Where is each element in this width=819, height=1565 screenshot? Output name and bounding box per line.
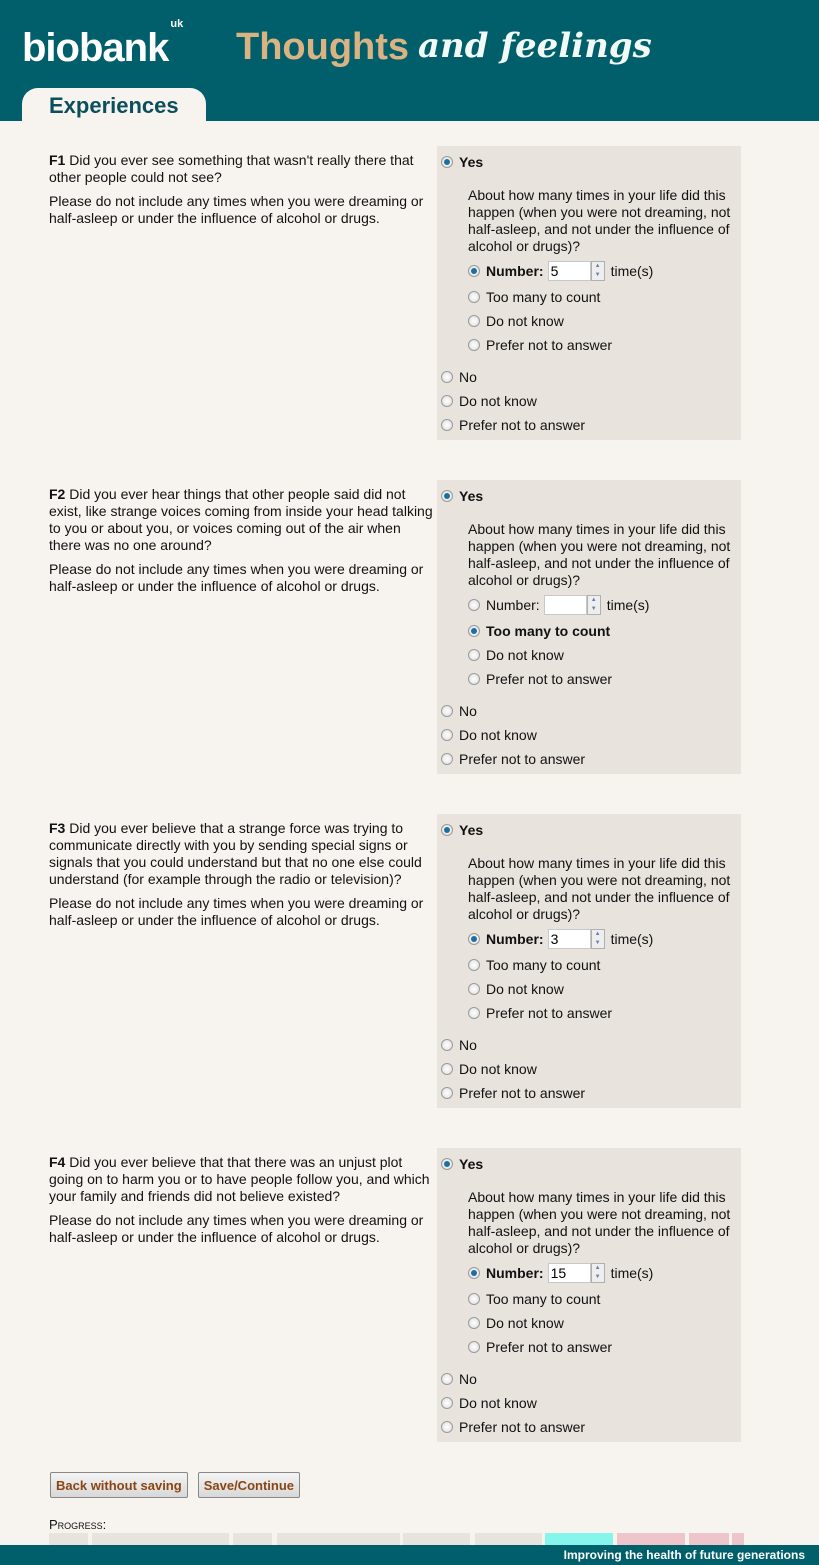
option-label: Do not know [459, 1061, 537, 1077]
option-prefer-not[interactable] [441, 1418, 585, 1436]
progress-label: Progress: [49, 1517, 107, 1532]
radio-button[interactable] [468, 959, 480, 971]
radio-button[interactable] [441, 490, 453, 502]
spin-up-icon[interactable]: ▲ [594, 1265, 601, 1271]
option-do-not-know[interactable] [441, 392, 537, 410]
option-number[interactable] [468, 596, 649, 614]
option-no[interactable] [441, 1370, 477, 1388]
radio-button[interactable] [468, 1293, 480, 1305]
option-no[interactable] [441, 1036, 477, 1054]
option-label: Do not know [486, 1315, 564, 1331]
radio-button[interactable] [468, 599, 480, 611]
progress-segment-done [233, 1533, 272, 1545]
question-body: Did you ever believe that a strange force was trying to communicate directly with you by sending special signs or signals that you could understand but that no one else could understand (for example through the radio or television)? [49, 820, 422, 887]
question-body: Did you ever hear things that other people said did not exist, like strange voices coming from inside your head talking to you or about you, or voices coming out of the air when there was no one around? [49, 486, 433, 553]
radio-button[interactable] [468, 1341, 480, 1353]
option-label: Yes [459, 154, 484, 170]
sub-question: About how many times in your life did this happen (when you were not dreaming, not half-asleep, and not under the influence of alcohol or drugs)? [468, 187, 731, 254]
question-number: F2 [49, 486, 66, 502]
option-label: Yes [459, 488, 484, 504]
number-stepper[interactable] [548, 261, 605, 281]
progress-segment-done [92, 1533, 229, 1545]
option-no[interactable] [441, 368, 477, 386]
radio-button[interactable] [468, 1317, 480, 1329]
option-yes[interactable] [441, 153, 483, 171]
option-sub-prefer-not[interactable] [468, 1338, 612, 1356]
option-number[interactable] [468, 1264, 653, 1282]
radio-button[interactable] [441, 1087, 453, 1099]
option-label: Prefer not to answer [486, 1005, 613, 1021]
option-label: Yes [459, 822, 484, 838]
question-note: Please do not include any times when you were dreaming or half-asleep or under the influence of alcohol or drugs. [49, 561, 424, 594]
radio-button[interactable] [468, 1267, 480, 1279]
answer-panel [437, 1148, 741, 1442]
option-do-not-know[interactable] [441, 1394, 537, 1412]
app-title-part1: Thoughts [236, 26, 410, 68]
radio-button[interactable] [468, 291, 480, 303]
button-row [50, 1472, 300, 1498]
question-f2 [0, 480, 819, 774]
option-label: Do not know [459, 393, 537, 409]
spin-up-icon[interactable]: ▲ [594, 263, 601, 269]
option-sub-do-not-know[interactable] [468, 1314, 564, 1332]
option-label: Do not know [486, 647, 564, 663]
logo-text: biobank [22, 26, 169, 70]
radio-button[interactable] [441, 705, 453, 717]
question-body: Did you ever see something that wasn't really there that other people could not see? [49, 152, 414, 185]
option-sub-do-not-know[interactable] [468, 312, 564, 330]
option-yes[interactable] [441, 1155, 483, 1173]
question-text [49, 1154, 434, 1253]
question-f4 [0, 1148, 819, 1442]
option-label: Prefer not to answer [459, 1085, 586, 1101]
option-number[interactable] [468, 930, 653, 948]
radio-button[interactable] [468, 339, 480, 351]
option-label: No [459, 1371, 477, 1387]
progress-segment-done [49, 1533, 88, 1545]
progress-segment-todo [689, 1533, 729, 1545]
option-label: No [459, 369, 477, 385]
back-without-saving-button[interactable]: Back without saving [50, 1472, 188, 1498]
spin-up-icon[interactable]: ▲ [594, 931, 601, 937]
question-text [49, 820, 434, 936]
sub-question: About how many times in your life did this happen (when you were not dreaming, not half-asleep, and not under the influence of alcohol or drugs)? [468, 521, 731, 588]
radio-button[interactable] [468, 933, 480, 945]
answer-panel [437, 814, 741, 1108]
option-label: Number: [486, 931, 544, 947]
option-prefer-not[interactable] [441, 750, 585, 768]
radio-button[interactable] [441, 1063, 453, 1075]
question-note: Please do not include any times when you were dreaming or half-asleep or under the influence of alcohol or drugs. [49, 1212, 424, 1245]
option-label: Too many to count [486, 623, 611, 639]
times-label: time(s) [610, 263, 654, 279]
radio-button[interactable] [441, 729, 453, 741]
option-label: Too many to count [486, 289, 601, 305]
option-sub-prefer-not[interactable] [468, 1004, 612, 1022]
radio-button[interactable] [468, 265, 480, 277]
header [0, 0, 819, 121]
spinner[interactable] [591, 929, 605, 949]
question-f3 [0, 814, 819, 1108]
radio-button[interactable] [441, 371, 453, 383]
option-label: Prefer not to answer [459, 417, 586, 433]
question-note: Please do not include any times when you were dreaming or half-asleep or under the influence of alcohol or drugs. [49, 193, 424, 226]
radio-button[interactable] [441, 824, 453, 836]
question-text [49, 486, 434, 602]
number-input[interactable] [548, 261, 591, 281]
option-label: Prefer not to answer [459, 751, 586, 767]
radio-button[interactable] [441, 395, 453, 407]
question-number: F4 [49, 1154, 66, 1170]
number-stepper[interactable] [548, 929, 605, 949]
option-label: Prefer not to answer [459, 1419, 586, 1435]
radio-button[interactable] [468, 625, 480, 637]
option-yes[interactable] [441, 821, 483, 839]
progress-segment-todo [732, 1533, 744, 1545]
option-too-many[interactable] [468, 1290, 600, 1308]
spin-down-icon[interactable]: ▼ [590, 606, 597, 612]
number-input[interactable] [548, 1263, 591, 1283]
option-label: Too many to count [486, 957, 601, 973]
number-stepper[interactable] [544, 595, 601, 615]
radio-button[interactable] [441, 1397, 453, 1409]
radio-button[interactable] [441, 1158, 453, 1170]
option-do-not-know[interactable] [441, 726, 537, 744]
option-yes[interactable] [441, 487, 483, 505]
question-number: F1 [49, 152, 66, 168]
radio-button[interactable] [468, 673, 480, 685]
progress-segment-done [475, 1533, 542, 1545]
option-number[interactable] [468, 262, 653, 280]
number-input[interactable] [548, 929, 591, 949]
question-list [0, 146, 819, 1482]
question-number: F3 [49, 820, 66, 836]
radio-button[interactable] [468, 983, 480, 995]
radio-button[interactable] [441, 156, 453, 168]
option-label: No [459, 1037, 477, 1053]
option-label: Do not know [459, 727, 537, 743]
option-label: Number: [486, 263, 544, 279]
progress-segment-done [277, 1533, 400, 1545]
option-label: Prefer not to answer [486, 671, 613, 687]
spin-up-icon[interactable]: ▲ [590, 597, 597, 603]
app-title-part2: and feelings [418, 26, 652, 66]
progress-segment-done [403, 1533, 470, 1545]
option-label: Too many to count [486, 1291, 601, 1307]
option-sub-prefer-not[interactable] [468, 336, 612, 354]
option-too-many[interactable] [468, 956, 600, 974]
option-sub-prefer-not[interactable] [468, 670, 612, 688]
times-label: time(s) [606, 597, 650, 613]
spin-down-icon[interactable]: ▼ [594, 940, 601, 946]
save-continue-button[interactable]: Save/Continue [198, 1472, 300, 1498]
option-do-not-know[interactable] [441, 1060, 537, 1078]
radio-button[interactable] [441, 1373, 453, 1385]
question-note: Please do not include any times when you were dreaming or half-asleep or under the influence of alcohol or drugs. [49, 895, 424, 928]
option-prefer-not[interactable] [441, 416, 585, 434]
question-body: Did you ever believe that that there was an unjust plot going on to harm you or to have people follow you, and which your family and friends did not believe existed? [49, 1154, 430, 1204]
biobank-logo [22, 17, 184, 71]
number-stepper[interactable] [548, 1263, 605, 1283]
number-input[interactable] [544, 595, 587, 615]
option-label: Prefer not to answer [486, 337, 613, 353]
progress-segment-current [545, 1533, 613, 1545]
option-label: No [459, 703, 477, 719]
answer-panel [437, 146, 741, 440]
option-label: Prefer not to answer [486, 1339, 613, 1355]
option-label: Number: [486, 597, 540, 613]
question-f1 [0, 146, 819, 440]
option-too-many[interactable] [468, 622, 610, 640]
radio-button[interactable] [468, 315, 480, 327]
radio-button[interactable] [468, 1007, 480, 1019]
times-label: time(s) [610, 931, 654, 947]
radio-button[interactable] [441, 1039, 453, 1051]
option-label: Number: [486, 1265, 544, 1281]
option-sub-do-not-know[interactable] [468, 980, 564, 998]
spin-down-icon[interactable]: ▼ [594, 1274, 601, 1280]
question-text [49, 152, 434, 234]
option-label: Yes [459, 1156, 484, 1172]
tab-experiences: Experiences [22, 88, 206, 122]
sub-question: About how many times in your life did this happen (when you were not dreaming, not half-asleep, and not under the influence of alcohol or drugs)? [468, 855, 731, 922]
radio-button[interactable] [441, 419, 453, 431]
option-sub-do-not-know[interactable] [468, 646, 564, 664]
spinner[interactable] [591, 261, 605, 281]
answer-panel [437, 480, 741, 774]
option-too-many[interactable] [468, 288, 600, 306]
spin-down-icon[interactable]: ▼ [594, 272, 601, 278]
option-label: Do not know [486, 313, 564, 329]
option-prefer-not[interactable] [441, 1084, 585, 1102]
option-label: Do not know [486, 981, 564, 997]
footer-tagline: Improving the health of future generations [0, 1545, 819, 1565]
radio-button[interactable] [441, 753, 453, 765]
option-label: Do not know [459, 1395, 537, 1411]
sub-question: About how many times in your life did this happen (when you were not dreaming, not half-asleep, and not under the influence of alcohol or drugs)? [468, 1189, 731, 1256]
option-no[interactable] [441, 702, 477, 720]
logo-sup: uk [170, 17, 184, 30]
spinner[interactable] [587, 595, 601, 615]
radio-button[interactable] [468, 649, 480, 661]
spinner[interactable] [591, 1263, 605, 1283]
times-label: time(s) [610, 1265, 654, 1281]
radio-button[interactable] [441, 1421, 453, 1433]
progress-segment-todo [617, 1533, 685, 1545]
